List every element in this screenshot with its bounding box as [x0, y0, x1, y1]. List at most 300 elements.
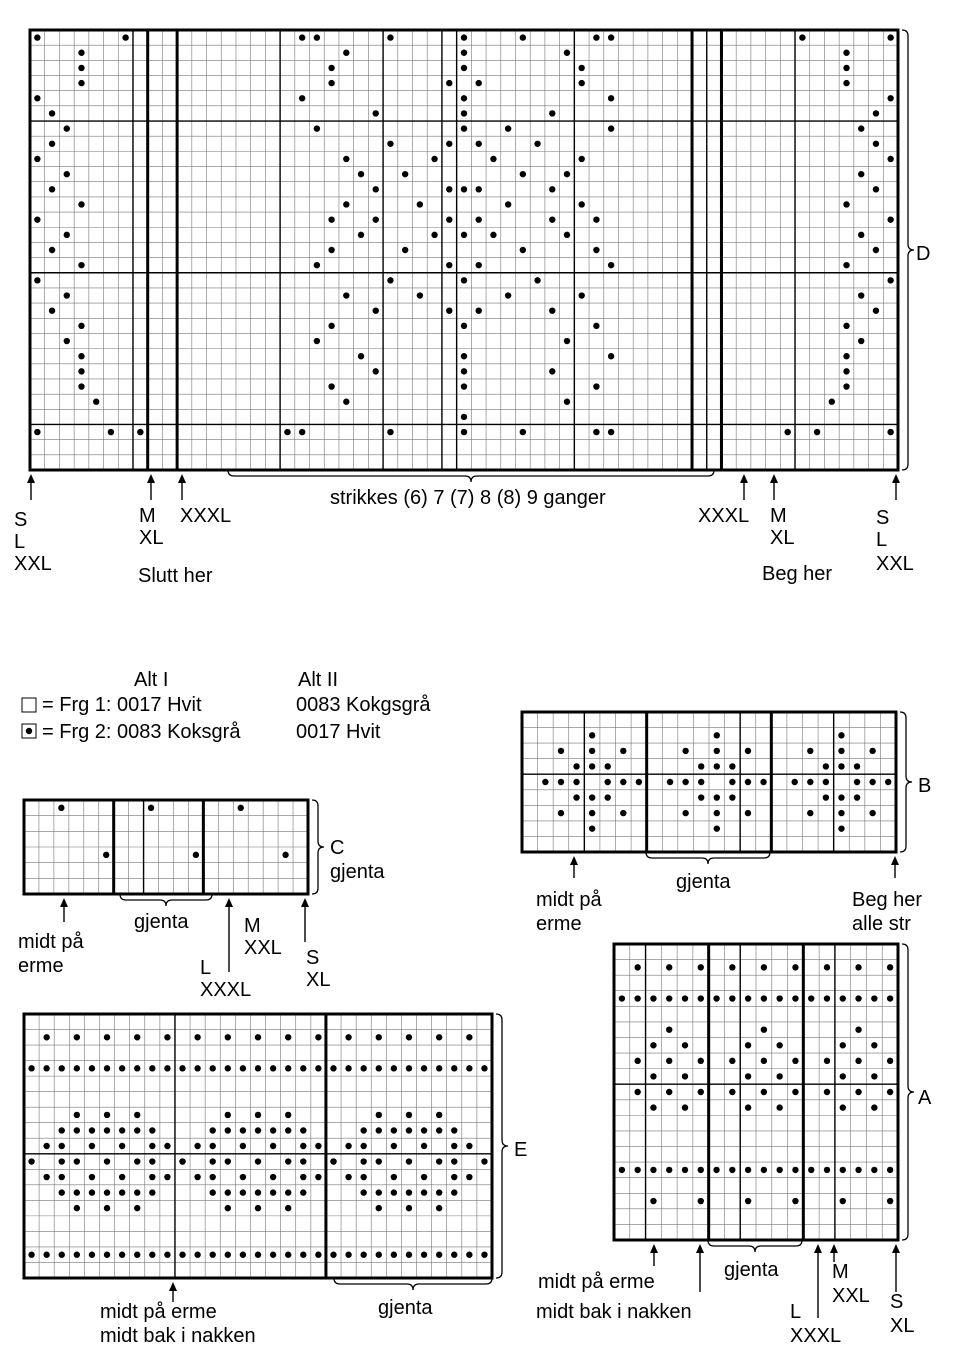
chart-b-stitch-dot [823, 779, 829, 785]
chart-b-stitch-dot [573, 763, 579, 769]
chart-a-stitch-dot [761, 1089, 767, 1095]
chart-e-stitch-dot [376, 1127, 382, 1133]
chart-a-stitch-dot [824, 964, 830, 970]
chart-a-stitch-dot [792, 1167, 798, 1173]
chart-e-stitch-dot [59, 1174, 65, 1180]
chart-a-stitch-dot [634, 1167, 640, 1173]
chart-e-stitch-dot [28, 1065, 34, 1071]
chart-e-stitch-dot [194, 1143, 200, 1149]
chart-e-stitch-dot [119, 1252, 125, 1258]
chart-d-stitch-dot [137, 429, 143, 435]
chart-b-stitch-dot [714, 794, 720, 800]
chart-a-stitch-dot [871, 1073, 877, 1079]
chart-d-stitch-dot [78, 65, 84, 71]
chart-d-left-xxxl: XXXL [180, 505, 232, 527]
chart-e-stitch-dot [74, 1252, 80, 1258]
chart-e-stitch-dot [436, 1112, 442, 1118]
chart-e-stitch-dot [104, 1034, 110, 1040]
chart-d-stitch-dot [402, 171, 408, 177]
chart-a-stitch-dot [808, 995, 814, 1001]
chart-d-stitch-dot [608, 125, 614, 131]
chart-e-stitch-dot [74, 1034, 80, 1040]
chart-d-stitch-dot [431, 156, 437, 162]
chart-d-slutt-her: Slutt her [138, 565, 213, 587]
chart-e-stitch-dot [330, 1065, 336, 1071]
chart-d-stitch-dot [843, 323, 849, 329]
chart-e-stitch-dot [164, 1034, 170, 1040]
chart-d-stitch-dot [78, 323, 84, 329]
chart-d-right-l: L [876, 529, 888, 551]
chart-e-stitch-dot [225, 1205, 231, 1211]
chart-b-stitch-dot [745, 779, 751, 785]
chart-a-stitch-dot [840, 1042, 846, 1048]
chart-e-stitch-dot [74, 1205, 80, 1211]
chart-e-stitch-dot [210, 1127, 216, 1133]
chart-d-stitch-dot [843, 368, 849, 374]
chart-e-stitch-dot [376, 1189, 382, 1195]
chart-b-stitch-dot [729, 794, 735, 800]
chart-a-stitch-dot [729, 1058, 735, 1064]
chart-b-stitch-dot [885, 779, 891, 785]
chart-a-stitch-dot [761, 1167, 767, 1173]
chart-a-stitch-dot [840, 1198, 846, 1204]
chart-a-stitch-dot [792, 964, 798, 970]
chart-b-stitch-dot [807, 748, 813, 754]
chart-e-stitch-dot [285, 1205, 291, 1211]
chart-d-stitch-dot [564, 171, 570, 177]
chart-e-stitch-dot [225, 1189, 231, 1195]
chart-b-brace [900, 712, 912, 852]
chart-c-label-gjenta: gjenta [330, 861, 385, 883]
chart-d-stitch-dot [578, 65, 584, 71]
chart-e-stitch-dot [391, 1189, 397, 1195]
chart-a-repeat-brace [708, 1240, 802, 1252]
chart-e-stitch-dot [466, 1065, 472, 1071]
chart-c-l: L [200, 957, 212, 979]
chart-a-l: L [790, 1301, 802, 1323]
chart-e-stitch-dot [164, 1174, 170, 1180]
chart-d-stitch-dot [49, 186, 55, 192]
chart-e-stitch-dot [481, 1158, 487, 1164]
chart-e-stitch-dot [270, 1189, 276, 1195]
chart-a-stitch-dot [776, 1042, 782, 1048]
chart-a-stitch-dot [729, 1089, 735, 1095]
chart-d-stitch-dot [373, 110, 379, 116]
chart-d-stitch-dot [505, 125, 511, 131]
chart-e-stitch-dot [89, 1127, 95, 1133]
chart-d-stitch-dot [873, 307, 879, 313]
chart-d-stitch-dot [843, 80, 849, 86]
chart-e-stitch-dot [406, 1189, 412, 1195]
chart-e-stitch-dot [406, 1252, 412, 1258]
chart-e-stitch-dot [466, 1174, 472, 1180]
chart-e-stitch-dot [134, 1205, 140, 1211]
chart-d-left-xxl: XXL [14, 553, 52, 575]
chart-e-stitch-dot [255, 1252, 261, 1258]
chart-a-stitch-dot [634, 1058, 640, 1064]
chart-d-stitch-dot [78, 353, 84, 359]
chart-a-stitch-dot [650, 1073, 656, 1079]
chart-a-stitch-dot [698, 1167, 704, 1173]
chart-e-stitch-dot [74, 1158, 80, 1164]
chart-d-stitch-dot [858, 338, 864, 344]
chart-e-stitch-dot [270, 1127, 276, 1133]
chart-b-stitch-dot [823, 763, 829, 769]
chart-d-stitch-dot [887, 95, 893, 101]
chart-d-stitch-dot [34, 216, 40, 222]
chart-b-stitch-dot [838, 748, 844, 754]
chart-a-stitch-dot [840, 1104, 846, 1110]
chart-d-stitch-dot [64, 232, 70, 238]
chart-e-stitch-dot [74, 1127, 80, 1133]
chart-e-stitch-dot [421, 1143, 427, 1149]
chart-a-stitch-dot [855, 1089, 861, 1095]
chart-c-gjenta: gjenta [134, 911, 189, 933]
chart-d-stitch-dot [343, 399, 349, 405]
chart-b-stitch-dot [807, 810, 813, 816]
chart-d-stitch-dot [387, 34, 393, 40]
chart-d-stitch-dot [343, 156, 349, 162]
chart-d-stitch-dot [593, 34, 599, 40]
chart-e-stitch-dot [255, 1034, 261, 1040]
chart-d-stitch-dot [78, 262, 84, 268]
chart-e-stitch-dot [149, 1127, 155, 1133]
chart-d-stitch-dot [461, 125, 467, 131]
chart-d-beg-her: Beg her [762, 563, 833, 585]
chart-e-stitch-dot [240, 1065, 246, 1071]
chart-e-stitch-dot [240, 1189, 246, 1195]
chart-d-stitch-dot [387, 141, 393, 147]
chart-e-stitch-dot [43, 1034, 49, 1040]
chart-e-stitch-dot [270, 1065, 276, 1071]
chart-d-stitch-dot [520, 34, 526, 40]
chart-d-stitch-dot [78, 80, 84, 86]
chart-d-stitch-dot [476, 216, 482, 222]
chart-a-stitch-dot [855, 1058, 861, 1064]
chart-d-stitch-dot [417, 292, 423, 298]
chart-e-stitch-dot [134, 1189, 140, 1195]
chart-b-beg2: alle str [852, 913, 911, 935]
chart-b-midt1: midt på [536, 889, 602, 911]
chart-b-stitch-dot [745, 748, 751, 754]
chart-d-stitch-dot [49, 141, 55, 147]
chart-a-stitch-dot [871, 1167, 877, 1173]
chart-e-stitch-dot [300, 1174, 306, 1180]
chart-e-stitch-dot [406, 1127, 412, 1133]
chart-e-stitch-dot [466, 1143, 472, 1149]
chart-e-stitch-dot [345, 1143, 351, 1149]
chart-b-beg1: Beg her [852, 889, 923, 911]
chart-e-stitch-dot [421, 1189, 427, 1195]
chart-e-stitch-dot [194, 1174, 200, 1180]
chart-e-stitch-dot [89, 1143, 95, 1149]
chart-a-stitch-dot [634, 1089, 640, 1095]
chart-a-stitch-dot [666, 1089, 672, 1095]
chart-a-stitch-dot [650, 1042, 656, 1048]
chart-e-stitch-dot [119, 1189, 125, 1195]
chart-e-stitch-dot [119, 1174, 125, 1180]
chart-b-stitch-dot [620, 748, 626, 754]
chart-d-stitch-dot [520, 247, 526, 253]
chart-d-stitch-dot [608, 353, 614, 359]
chart-e-stitch-dot [436, 1205, 442, 1211]
chart-e-stitch-dot [149, 1252, 155, 1258]
chart-e-stitch-dot [194, 1252, 200, 1258]
chart-e-stitch-dot [119, 1143, 125, 1149]
chart-d-stitch-dot [461, 383, 467, 389]
chart-e-stitch-dot [240, 1174, 246, 1180]
chart-d-stitch-dot [461, 414, 467, 420]
chart-e-stitch-dot [270, 1174, 276, 1180]
chart-b-stitch-dot [823, 794, 829, 800]
chart-d-stitch-dot [328, 216, 334, 222]
chart-e-stitch-dot [421, 1174, 427, 1180]
chart-d-stitch-dot [829, 399, 835, 405]
chart-b-stitch-dot [605, 763, 611, 769]
legend-dot-icon [26, 728, 32, 734]
chart-d-stitch-dot [461, 50, 467, 56]
chart-e-stitch-dot [104, 1205, 110, 1211]
chart-e-stitch-dot [210, 1143, 216, 1149]
chart-d-label: D [916, 243, 931, 265]
chart-b-stitch-dot [869, 748, 875, 754]
chart-b-stitch-dot [589, 794, 595, 800]
chart-e-stitch-dot [376, 1034, 382, 1040]
chart-a-stitch-dot [871, 995, 877, 1001]
chart-a-xxxl: XXXL [790, 1325, 842, 1347]
chart-b-stitch-dot [682, 810, 688, 816]
chart-e-stitch-dot [43, 1065, 49, 1071]
chart-b-stitch-dot [605, 779, 611, 785]
chart-a-xl: XL [890, 1315, 915, 1337]
chart-c-xl: XL [306, 969, 331, 991]
chart-b-stitch-dot [807, 779, 813, 785]
chart-b-stitch-dot [838, 825, 844, 831]
chart-d-brace [902, 30, 914, 470]
chart-d-stitch-dot [34, 156, 40, 162]
chart-b-stitch-dot [854, 794, 860, 800]
chart-a-stitch-dot [713, 995, 719, 1001]
chart-c-stitch-dot [58, 805, 64, 811]
chart-d-stitch-dot [328, 65, 334, 71]
chart-a-stitch-dot [745, 1198, 751, 1204]
chart-e-brace [496, 1014, 508, 1278]
chart-d-stitch-dot [461, 368, 467, 374]
chart-a-stitch-dot [745, 1104, 751, 1110]
chart-a-stitch-dot [824, 1167, 830, 1173]
chart-d-stitch-dot [490, 156, 496, 162]
chart-a-stitch-dot [824, 995, 830, 1001]
chart-d-stitch-dot [284, 429, 290, 435]
chart-e-stitch-dot [376, 1065, 382, 1071]
chart-e-stitch-dot [300, 1252, 306, 1258]
chart-a-stitch-dot [776, 1167, 782, 1173]
chart-d-stitch-dot [446, 262, 452, 268]
chart-b-stitch-dot [714, 825, 720, 831]
chart-a-stitch-dot [713, 1167, 719, 1173]
chart-b-stitch-dot [589, 748, 595, 754]
chart-e-stitch-dot [104, 1252, 110, 1258]
chart-a-midt1: midt på erme [538, 1271, 655, 1293]
chart-b-stitch-dot [620, 779, 626, 785]
chart-c-label: C [330, 837, 345, 859]
chart-e-stitch-dot [134, 1065, 140, 1071]
chart-e-stitch-dot [345, 1034, 351, 1040]
chart-e-stitch-dot [43, 1143, 49, 1149]
chart-c-s: S [306, 947, 320, 969]
chart-e-stitch-dot [360, 1127, 366, 1133]
chart-d-stitch-dot [578, 292, 584, 298]
chart-d-stitch-dot [608, 262, 614, 268]
chart-a-s: S [890, 1291, 904, 1313]
chart-e-repeat-brace [334, 1278, 492, 1290]
chart-a-stitch-dot [887, 995, 893, 1001]
chart-a-stitch-dot [666, 1026, 672, 1032]
chart-e-stitch-dot [134, 1158, 140, 1164]
chart-d-stitch-dot [461, 186, 467, 192]
chart-e-stitch-dot [360, 1252, 366, 1258]
chart-e-stitch-dot [436, 1127, 442, 1133]
chart-e-stitch-dot [315, 1065, 321, 1071]
chart-b-stitch-dot [838, 763, 844, 769]
chart-e-stitch-dot [285, 1158, 291, 1164]
chart-b-stitch-dot [682, 748, 688, 754]
chart-b-stitch-dot [698, 779, 704, 785]
chart-e-stitch-dot [210, 1174, 216, 1180]
chart-d-arrow-xxxl-right-head [740, 474, 748, 483]
chart-e-stitch-dot [451, 1065, 457, 1071]
chart-d-repeat-label: strikkes (6) 7 (7) 8 (8) 9 ganger [330, 487, 606, 509]
chart-a-stitch-dot [698, 995, 704, 1001]
chart-e-stitch-dot [255, 1205, 261, 1211]
chart-d-stitch-dot [843, 65, 849, 71]
chart-b-arrow-midt-head [570, 856, 578, 865]
chart-e-stitch-dot [164, 1252, 170, 1258]
chart-e-stitch-dot [210, 1065, 216, 1071]
chart-a-stitch-dot [682, 1104, 688, 1110]
chart-a-arrow-nakken-head [696, 1244, 704, 1253]
chart-d-stitch-dot [328, 80, 334, 86]
chart-e-stitch-dot [179, 1252, 185, 1258]
chart-d-right-xxl: XXL [876, 553, 914, 575]
chart-b-stitch-dot [745, 810, 751, 816]
chart-e-stitch-dot [28, 1158, 34, 1164]
legend-alt2: Alt II [298, 669, 339, 691]
chart-d-left-l: L [14, 531, 26, 553]
chart-a-stitch-dot [666, 964, 672, 970]
legend-row2-a: = Frg 2: 0083 Koksgrå [42, 721, 241, 743]
chart-a-arrow-l-head [814, 1244, 822, 1253]
chart-d-stitch-dot [461, 353, 467, 359]
chart-b-stitch-dot [698, 794, 704, 800]
chart-d-stitch-dot [93, 399, 99, 405]
chart-d-stitch-dot [446, 141, 452, 147]
chart-a-stitch-dot [840, 1167, 846, 1173]
chart-e-stitch-dot [59, 1143, 65, 1149]
chart-a-stitch-dot [887, 1058, 893, 1064]
chart-d-repeat-brace [228, 470, 714, 482]
chart-e-stitch-dot [179, 1158, 185, 1164]
chart-c-arrow-s-head [301, 898, 309, 907]
chart-e-stitch-dot [315, 1034, 321, 1040]
chart-e-stitch-dot [59, 1189, 65, 1195]
chart-c-brace [312, 800, 324, 894]
chart-e-stitch-dot [104, 1158, 110, 1164]
chart-d-arrow-m-head [147, 474, 155, 483]
chart-e-midt2: midt bak i nakken [100, 1325, 256, 1347]
chart-e-stitch-dot [164, 1065, 170, 1071]
chart-a-stitch-dot [698, 1089, 704, 1095]
chart-d-stitch-dot [608, 95, 614, 101]
chart-d-arrow-xxxl-head [178, 474, 186, 483]
chart-d-stitch-dot [564, 399, 570, 405]
chart-a-stitch-dot [792, 995, 798, 1001]
chart-e-stitch-dot [406, 1112, 412, 1118]
chart-c-midt1: midt på [18, 931, 84, 953]
chart-a-stitch-dot [682, 1073, 688, 1079]
chart-a-midt2: midt bak i nakken [536, 1301, 692, 1323]
chart-c-stitch-dot [282, 852, 288, 858]
chart-e-stitch-dot [300, 1189, 306, 1195]
chart-e-stitch-dot [240, 1252, 246, 1258]
chart-d-stitch-dot [299, 95, 305, 101]
chart-e-gjenta: gjenta [378, 1297, 433, 1319]
chart-a-stitch-dot [745, 1073, 751, 1079]
chart-b-stitch-dot [854, 779, 860, 785]
chart-c-stitch-dot [103, 852, 109, 858]
chart-d-stitch-dot [564, 338, 570, 344]
chart-e-stitch-dot [466, 1034, 472, 1040]
chart-a-stitch-dot [634, 995, 640, 1001]
chart-e-stitch-dot [134, 1034, 140, 1040]
chart-a-stitch-dot [666, 1058, 672, 1064]
chart-b-stitch-dot [558, 810, 564, 816]
chart-e-stitch-dot [300, 1158, 306, 1164]
chart-e-stitch-dot [300, 1127, 306, 1133]
chart-d-stitch-dot [78, 368, 84, 374]
chart-b-stitch-dot [792, 779, 798, 785]
chart-d-stitch-dot [34, 34, 40, 40]
chart-d-right-xxxl: XXXL [698, 505, 750, 527]
chart-d-stitch-dot [461, 110, 467, 116]
chart-a-stitch-dot [824, 1089, 830, 1095]
chart-d-stitch-dot [78, 201, 84, 207]
chart-b-stitch-dot [714, 763, 720, 769]
chart-b-stitch-dot [854, 763, 860, 769]
chart-d-stitch-dot [461, 34, 467, 40]
chart-b-stitch-dot [542, 779, 548, 785]
chart-a-stitch-dot [729, 995, 735, 1001]
chart-e-stitch-dot [391, 1127, 397, 1133]
chart-d-stitch-dot [858, 171, 864, 177]
chart-d-stitch-dot [461, 323, 467, 329]
chart-e-stitch-dot [391, 1252, 397, 1258]
chart-d-stitch-dot [843, 262, 849, 268]
legend-row1-b: 0083 Kokgsgrå [296, 694, 431, 716]
legend-alt1: Alt I [134, 669, 169, 691]
chart-e-stitch-dot [285, 1252, 291, 1258]
chart-e-stitch-dot [376, 1158, 382, 1164]
chart-e-stitch-dot [451, 1127, 457, 1133]
chart-d-stitch-dot [476, 186, 482, 192]
chart-a-stitch-dot [887, 1167, 893, 1173]
chart-d-stitch-dot [549, 368, 555, 374]
chart-e-stitch-dot [104, 1189, 110, 1195]
chart-d-stitch-dot [476, 80, 482, 86]
chart-d-stitch-dot [490, 232, 496, 238]
chart-e-stitch-dot [149, 1143, 155, 1149]
chart-d-stitch-dot [446, 307, 452, 313]
